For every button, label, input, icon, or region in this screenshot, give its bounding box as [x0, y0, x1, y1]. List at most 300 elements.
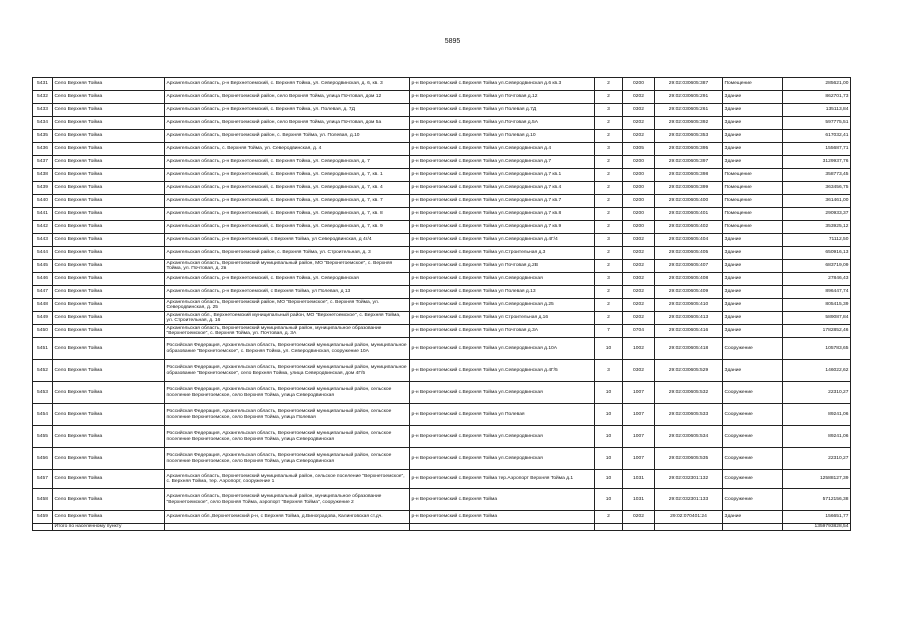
cadastral-number-cell: 29:02:030605:397	[655, 156, 723, 169]
row-number: 5435	[33, 130, 53, 143]
short-address-cell: р-н Верхнетоемский с.Верхняя Тойма ул.Северодвинская д.25	[410, 299, 595, 312]
object-type-cell: Здание	[723, 325, 783, 338]
value-cell: 5712156,38	[783, 489, 851, 511]
group-cell: 2	[595, 182, 623, 195]
group-cell: 3	[595, 360, 623, 382]
row-number: 5440	[33, 195, 53, 208]
table-row	[33, 273, 851, 286]
object-type-cell: Сооружение	[723, 448, 783, 470]
object-type-cell: Здание	[723, 91, 783, 104]
total-empty-cell	[623, 524, 655, 531]
value-cell: 1782852,46	[783, 325, 851, 338]
settlement-cell: Село Верхняя Тойма	[53, 299, 165, 312]
object-type-cell: Здание	[723, 360, 783, 382]
code-cell: 0200	[623, 221, 655, 234]
row-number: 5442	[33, 221, 53, 234]
short-address-cell: р-н Верхнетоемский с.Верхняя Тойма ул.Северодвинская д.4Г/4	[410, 234, 595, 247]
row-number: 5453	[33, 382, 53, 404]
short-address-cell: р-н Верхнетоемский с.Верхняя Тойма ул.Северодвинская	[410, 273, 595, 286]
cadastral-number-cell: 29:02:030605:261	[655, 104, 723, 117]
row-number: 5436	[33, 143, 53, 156]
code-cell: 0202	[623, 511, 655, 524]
cadastral-number-cell: 29:02:030605:533	[655, 404, 723, 426]
table-row	[33, 78, 851, 91]
short-address-cell: р-н Верхнетоемский с.Верхняя Тойма ул Полевая	[410, 404, 595, 426]
code-cell: 0200	[623, 169, 655, 182]
settlement-cell: Село Верхняя Тойма	[53, 260, 165, 273]
settlement-cell: Село Верхняя Тойма	[53, 448, 165, 470]
address-cell: Архангельская область, Верхнетоемский муниципальный район, муниципальное образование "Верхнетоемское", с. Верхняя Тойма, ул. Почтовая, д. 3А	[165, 325, 410, 338]
settlement-cell: Село Верхняя Тойма	[53, 156, 165, 169]
value-cell: 683719,09	[783, 260, 851, 273]
group-cell: 10	[595, 338, 623, 360]
table-row	[33, 404, 851, 426]
code-cell: 0200	[623, 208, 655, 221]
value-cell: 617032,41	[783, 130, 851, 143]
object-type-cell: Сооружение	[723, 382, 783, 404]
settlement-cell: Село Верхняя Тойма	[53, 382, 165, 404]
object-type-cell: Помещение	[723, 221, 783, 234]
table-row	[33, 130, 851, 143]
row-number: 5437	[33, 156, 53, 169]
code-cell: 0302	[623, 273, 655, 286]
value-cell: 896447,74	[783, 286, 851, 299]
address-cell: Архангельская область, р-н Верхнетоемский, с. Верхняя Тойма, ул. Северодвинская, д. 7, кв. 1	[165, 169, 410, 182]
cadastral-number-cell: 29:02:030605:398	[655, 169, 723, 182]
table-row	[33, 325, 851, 338]
cadastral-number-cell: 29:02:030605:410	[655, 299, 723, 312]
settlement-cell: Село Верхняя Тойма	[53, 426, 165, 448]
address-cell: Архангельская обл., Верхнетоемский муниципальный район, МО "Верхнетоемское", с. Верхняя Тойма, ул. Строительная, д. 16	[165, 312, 410, 325]
total-empty-cell	[410, 524, 595, 531]
code-cell: 0202	[623, 260, 655, 273]
row-number: 5444	[33, 247, 53, 260]
cadastral-number-cell: 29:02:030605:416	[655, 325, 723, 338]
table-row	[33, 156, 851, 169]
value-cell: 12588127,39	[783, 470, 851, 489]
object-type-cell: Здание	[723, 312, 783, 325]
row-number: 5433	[33, 104, 53, 117]
cadastral-number-cell: 29:02:030605:401	[655, 208, 723, 221]
short-address-cell: р-н Верхнетоемский с.Верхняя Тойма ул Полевая д.7Д	[410, 104, 595, 117]
short-address-cell: р-н Верхнетоемский с.Верхняя Тойма ул Строительная д.16	[410, 312, 595, 325]
group-cell: 3	[595, 104, 623, 117]
cadastral-number-cell: 29:02:030605:413	[655, 312, 723, 325]
short-address-cell: р-н Верхнетоемский с.Верхняя Тойма	[410, 489, 595, 511]
page-number: 5895	[444, 38, 461, 45]
total-empty-cell	[165, 524, 410, 531]
object-type-cell: Здание	[723, 143, 783, 156]
cadastral-number-cell: 29:02:030605:535	[655, 448, 723, 470]
value-cell: 105783,65	[783, 338, 851, 360]
object-type-cell: Сооружение	[723, 338, 783, 360]
cadastral-number-cell: 29:02:070401:24	[655, 511, 723, 524]
value-cell: 156651,77	[783, 511, 851, 524]
group-cell: 2	[595, 169, 623, 182]
address-cell: Архангельская область, р-н Верхнетоемский, с. Верхняя Тойма, ул. Северодвинская, д. 7	[165, 156, 410, 169]
settlement-cell: Село Верхняя Тойма	[53, 286, 165, 299]
cadastral-number-cell: 29:02:032301:133	[655, 489, 723, 511]
address-cell: Архангельская область, Верхнетоемский муниципальный район, сельское поселение "Верхнетоемское", с. Верхняя Тойма, тер. Аэропорт, сооружение 1	[165, 470, 410, 489]
code-cell: 1007	[623, 404, 655, 426]
cadastral-number-cell: 29:02:030605:392	[655, 117, 723, 130]
table-row	[33, 234, 851, 247]
short-address-cell: р-н Верхнетоемский с.Верхняя Тойма	[410, 511, 595, 524]
short-address-cell: р-н Верхнетоемский с.Верхняя Тойма ул.Северодвинская	[410, 448, 595, 470]
settlement-cell: Село Верхняя Тойма	[53, 470, 165, 489]
code-cell: 1031	[623, 470, 655, 489]
cadastral-number-cell: 29:02:030605:402	[655, 221, 723, 234]
total-label: Итого по населенному пункту	[53, 524, 165, 531]
value-cell: 285621,00	[783, 78, 851, 91]
row-number: 5457	[33, 470, 53, 489]
table-row	[33, 360, 851, 382]
table-row	[33, 426, 851, 448]
code-cell: 1007	[623, 426, 655, 448]
table-row	[33, 208, 851, 221]
code-cell: 0202	[623, 130, 655, 143]
object-type-cell: Помещение	[723, 169, 783, 182]
short-address-cell: р-н Верхнетоемский с.Верхняя Тойма ул Почтовая д.3А	[410, 325, 595, 338]
row-number: 5452	[33, 360, 53, 382]
address-cell: Архангельская область, р-н Верхнетоемский, с Верхняя Тойма, ул Полевая, д 13	[165, 286, 410, 299]
settlement-cell: Село Верхняя Тойма	[53, 117, 165, 130]
code-cell: 0302	[623, 104, 655, 117]
settlement-cell: Село Верхняя Тойма	[53, 169, 165, 182]
row-number: 5458	[33, 489, 53, 511]
cadastral-number-cell: 29:02:030605:534	[655, 426, 723, 448]
address-cell: Архангельская область, Верхнетоемский район, село Верхняя Тойма, улица Почтовая, дом 12	[165, 91, 410, 104]
group-cell: 2	[595, 130, 623, 143]
code-cell: 0704	[623, 325, 655, 338]
group-cell: 2	[595, 511, 623, 524]
short-address-cell: р-н Верхнетоемский с.Верхняя Тойма ул.Северодвинская д.7 кв.8	[410, 208, 595, 221]
object-type-cell: Здание	[723, 273, 783, 286]
table-row	[33, 247, 851, 260]
address-cell: Архангельская область, Верхнетоемский район, с. Верхняя Тойма, ул. Строительная, д. 3	[165, 247, 410, 260]
object-type-cell: Сооружение	[723, 426, 783, 448]
row-number: 5455	[33, 426, 53, 448]
group-cell: 2	[595, 117, 623, 130]
code-cell: 1007	[623, 382, 655, 404]
row-number: 5431	[33, 78, 53, 91]
object-type-cell: Здание	[723, 286, 783, 299]
cadastral-number-cell: 29:02:030605:405	[655, 247, 723, 260]
object-type-cell: Помещение	[723, 208, 783, 221]
group-cell: 10	[595, 404, 623, 426]
total-empty-cell	[595, 524, 623, 531]
value-cell: 89241,06	[783, 404, 851, 426]
row-number: 5449	[33, 312, 53, 325]
address-cell: Архангельская область, р-н Верхнетоемский, с. Верхняя Тойма, ул. Северодвинская, д. 6, кв. 3	[165, 78, 410, 91]
code-cell: 0200	[623, 195, 655, 208]
address-cell: Российская Федерация, Архангельская область, Верхнетоемский муниципальный район, муниципальное образование "Верхнетоемское", с. Верхняя Тойма, ул. Северодвинская, сооружение 10А	[165, 338, 410, 360]
short-address-cell: р-н Верхнетоемский с.Верхняя Тойма ул Полевая д.10	[410, 130, 595, 143]
value-cell: 89241,06	[783, 426, 851, 448]
total-value: 1359793828,54	[783, 524, 851, 531]
short-address-cell: р-н Верхнетоемский с.Верхняя Тойма ул.Северодвинская д.7 кв.1	[410, 169, 595, 182]
settlement-cell: Село Верхняя Тойма	[53, 511, 165, 524]
value-cell: 22310,27	[783, 448, 851, 470]
value-cell: 361461,00	[783, 195, 851, 208]
group-cell: 10	[595, 470, 623, 489]
group-cell: 10	[595, 426, 623, 448]
address-cell: Российская Федерация, Архангельская область, Верхнетоемский муниципальный район, сельское поселение Верхнетоемское, село Верхняя Тойма, улица Северодвинская	[165, 426, 410, 448]
short-address-cell: р-н Верхнетоемский с.Верхняя Тойма ул.Северодвинская д.4	[410, 143, 595, 156]
group-cell: 2	[595, 208, 623, 221]
address-cell: Архангельская область, Верхнетоемский район, с. Верхняя Тойма, ул. Полевая, д.10	[165, 130, 410, 143]
table-row	[33, 143, 851, 156]
row-number: 5434	[33, 117, 53, 130]
group-cell: 3	[595, 143, 623, 156]
row-number: 5439	[33, 182, 53, 195]
object-type-cell: Сооружение	[723, 404, 783, 426]
value-cell: 862701,73	[783, 91, 851, 104]
cadastral-number-cell: 29:02:030605:418	[655, 338, 723, 360]
short-address-cell: р-н Верхнетоемский с.Верхняя Тойма ул.Северодвинская д.10А	[410, 338, 595, 360]
value-cell: 597775,51	[783, 117, 851, 130]
object-type-cell: Здание	[723, 260, 783, 273]
table-row	[33, 286, 851, 299]
address-cell: Российская Федерация, Архангельская область, Верхнетоемский муниципальный район, сельское поселение Верхнетоемское, село Верхняя Тойма, улица Северодвинская	[165, 382, 410, 404]
settlement-cell: Село Верхняя Тойма	[53, 104, 165, 117]
group-cell: 2	[595, 78, 623, 91]
row-number: 5446	[33, 273, 53, 286]
cadastral-number-cell: 29:02:030605:387	[655, 78, 723, 91]
group-cell: 2	[595, 260, 623, 273]
table-row	[33, 169, 851, 182]
cadastral-number-cell: 29:02:030605:532	[655, 382, 723, 404]
code-cell: 0202	[623, 91, 655, 104]
settlement-cell: Село Верхняя Тойма	[53, 221, 165, 234]
cadastral-number-cell: 29:02:030605:408	[655, 273, 723, 286]
value-cell: 71112,50	[783, 234, 851, 247]
row-number: 5448	[33, 299, 53, 312]
code-cell: 0305	[623, 143, 655, 156]
table-row	[33, 117, 851, 130]
code-cell: 0202	[623, 247, 655, 260]
address-cell: Архангельская область, р-н Верхнетоемский, с. Верхняя Тойма, ул. Северодвинская, д. 7, кв. 9	[165, 221, 410, 234]
object-type-cell: Здание	[723, 117, 783, 130]
cadastral-number-cell: 29:02:030605:404	[655, 234, 723, 247]
table-row	[33, 338, 851, 360]
group-cell: 10	[595, 382, 623, 404]
short-address-cell: р-н Верхнетоемский с.Верхняя Тойма ул.Северодвинская д.4Г/5	[410, 360, 595, 382]
cadastral-number-cell: 29:02:032301:132	[655, 470, 723, 489]
total-empty-cell	[33, 524, 53, 531]
cadastral-number-cell: 29:02:030605:409	[655, 286, 723, 299]
table-row	[33, 260, 851, 273]
row-number: 5441	[33, 208, 53, 221]
short-address-cell: р-н Верхнетоемский с.Верхняя Тойма тер.Аэропорт Верхняя Тойма д.1	[410, 470, 595, 489]
short-address-cell: р-н Верхнетоемский с.Верхняя Тойма ул.Северодвинская д.7 кв.4	[410, 182, 595, 195]
table-row	[33, 382, 851, 404]
short-address-cell: р-н Верхнетоемский с.Верхняя Тойма ул.Строительная д.3	[410, 247, 595, 260]
row-number: 5443	[33, 234, 53, 247]
short-address-cell: р-н Верхнетоемский с.Верхняя Тойма ул.Северодвинская д.7	[410, 156, 595, 169]
address-cell: Российская Федерация, Архангельская область, Верхнетоемский муниципальный район, муниципальное образование "Верхнетоемское", село Верхняя Тойма, улица Северодвинская, дом 4Г/5	[165, 360, 410, 382]
table-row	[33, 91, 851, 104]
code-cell: 0302	[623, 234, 655, 247]
code-cell: 1002	[623, 338, 655, 360]
address-cell: Архангельская область, Верхнетоемский муниципальный район, МО "Верхнетоемское", с. Верхняя Тойма, ул. Почтовая, д. 2в	[165, 260, 410, 273]
total-empty-cell	[723, 524, 783, 531]
cadastral-number-cell: 29:02:030605:407	[655, 260, 723, 273]
settlement-cell: Село Верхняя Тойма	[53, 247, 165, 260]
address-cell: Архангельская область, Верхнетоемский муниципальный район, муниципальное образование "Верхнетоемское", село Верхняя Тойма, аэропорт "Верхняя Тойма", сооружение 2	[165, 489, 410, 511]
code-cell: 1031	[623, 489, 655, 511]
value-cell: 135113,84	[783, 104, 851, 117]
row-number: 5456	[33, 448, 53, 470]
settlement-cell: Село Верхняя Тойма	[53, 325, 165, 338]
address-cell: Архангельская область, р-н Верхнетоемский, с. Верхняя Тойма, ул. Северодвинская, д. 7, кв. 4	[165, 182, 410, 195]
code-cell: 0200	[623, 182, 655, 195]
short-address-cell: р-н Верхнетоемский с.Верхняя Тойма ул.Северодвинская	[410, 426, 595, 448]
settlement-cell: Село Верхняя Тойма	[53, 312, 165, 325]
settlement-cell: Село Верхняя Тойма	[53, 489, 165, 511]
code-cell: 0202	[623, 286, 655, 299]
table-row	[33, 195, 851, 208]
table-row	[33, 448, 851, 470]
group-cell: 3	[595, 234, 623, 247]
table-row	[33, 299, 851, 312]
address-cell: Российская Федерация, Архангельская область, Верхнетоемский муниципальный район, сельское поселение Верхнетоемское, село Верхняя Тойма, улица Северодвинская	[165, 448, 410, 470]
cadastral-number-cell: 29:02:030605:399	[655, 182, 723, 195]
address-cell: Архангельская область, с. Верхняя Тойма, ул. Северодвинская, д. 4	[165, 143, 410, 156]
settlement-cell: Село Верхняя Тойма	[53, 130, 165, 143]
address-cell: Архангельская область, р-н Верхнетоемский, с Верхняя Тойма, ул Северодвинская, д 4г/4	[165, 234, 410, 247]
address-cell: Архангельская область, Верхнетоемский район, село Верхняя Тойма, улица Почтовая, дом 5а	[165, 117, 410, 130]
short-address-cell: р-н Верхнетоемский с.Верхняя Тойма ул Почтовая д.2В	[410, 260, 595, 273]
group-cell: 10	[595, 448, 623, 470]
group-cell: 2	[595, 156, 623, 169]
value-cell: 358773,45	[783, 169, 851, 182]
settlement-cell: Село Верхняя Тойма	[53, 338, 165, 360]
total-row	[33, 524, 851, 531]
cadastral-number-cell: 29:02:030605:395	[655, 143, 723, 156]
row-number: 5450	[33, 325, 53, 338]
settlement-cell: Село Верхняя Тойма	[53, 143, 165, 156]
group-cell: 7	[595, 325, 623, 338]
total-empty-cell	[655, 524, 723, 531]
table-row	[33, 470, 851, 489]
group-cell: 2	[595, 221, 623, 234]
table-row	[33, 221, 851, 234]
object-type-cell: Помещение	[723, 195, 783, 208]
row-number: 5445	[33, 260, 53, 273]
group-cell: 2	[595, 299, 623, 312]
group-cell: 2	[595, 312, 623, 325]
row-number: 5454	[33, 404, 53, 426]
table-row	[33, 312, 851, 325]
short-address-cell: р-н Верхнетоемский с.Верхняя Тойма ул.Северодвинская	[410, 382, 595, 404]
value-cell: 3129937,76	[783, 156, 851, 169]
code-cell: 0200	[623, 78, 655, 91]
value-cell: 290933,37	[783, 208, 851, 221]
value-cell: 146022,62	[783, 360, 851, 382]
group-cell: 2	[595, 247, 623, 260]
table-row	[33, 182, 851, 195]
object-type-cell: Здание	[723, 104, 783, 117]
address-cell: Российская Федерация, Архангельская область, Верхнетоемский муниципальный район, сельское поселение Верхнетоемское, село Верхняя Тойма, улица Полевая	[165, 404, 410, 426]
code-cell: 0200	[623, 156, 655, 169]
value-cell: 805415,39	[783, 299, 851, 312]
code-cell: 1007	[623, 448, 655, 470]
settlement-cell: Село Верхняя Тойма	[53, 273, 165, 286]
address-cell: Архангельская область, р-н Верхнетоемский, с. Верхняя Тойма, ул. Северодвинская, д. 7, кв. 7	[165, 195, 410, 208]
group-cell: 2	[595, 195, 623, 208]
object-type-cell: Здание	[723, 247, 783, 260]
row-number: 5459	[33, 511, 53, 524]
object-type-cell: Сооружение	[723, 470, 783, 489]
value-cell: 155687,71	[783, 143, 851, 156]
group-cell: 2	[595, 286, 623, 299]
table-row	[33, 511, 851, 524]
address-cell: Архангельская область, р-н Верхнетоемский, с. Верхняя Тойма, ул. Полевая, д. 7Д	[165, 104, 410, 117]
short-address-cell: р-н Верхнетоемский с.Верхняя Тойма ул Полевая д.13	[410, 286, 595, 299]
row-number: 5451	[33, 338, 53, 360]
value-cell: 353925,12	[783, 221, 851, 234]
group-cell: 3	[595, 273, 623, 286]
object-type-cell: Помещение	[723, 78, 783, 91]
short-address-cell: р-н Верхнетоемский с.Верхняя Тойма ул Почтовая д.12	[410, 91, 595, 104]
value-cell: 22310,27	[783, 382, 851, 404]
group-cell: 10	[595, 489, 623, 511]
value-cell: 589087,84	[783, 312, 851, 325]
code-cell: 0302	[623, 360, 655, 382]
settlement-cell: Село Верхняя Тойма	[53, 78, 165, 91]
table-row	[33, 104, 851, 117]
row-number: 5447	[33, 286, 53, 299]
object-type-cell: Здание	[723, 156, 783, 169]
settlement-cell: Село Верхняя Тойма	[53, 91, 165, 104]
row-number: 5432	[33, 91, 53, 104]
short-address-cell: р-н Верхнетоемский с.Верхняя Тойма ул.Почтовая д.5А	[410, 117, 595, 130]
settlement-cell: Село Верхняя Тойма	[53, 182, 165, 195]
settlement-cell: Село Верхняя Тойма	[53, 234, 165, 247]
object-type-cell: Здание	[723, 130, 783, 143]
object-type-cell: Здание	[723, 234, 783, 247]
row-number: 5438	[33, 169, 53, 182]
cadastral-number-cell: 29:02:030605:400	[655, 195, 723, 208]
registry-table	[32, 77, 851, 531]
object-type-cell: Сооружение	[723, 489, 783, 511]
settlement-cell: Село Верхняя Тойма	[53, 208, 165, 221]
short-address-cell: р-н Верхнетоемский с.Верхняя Тойма ул.Северодвинская д.7 кв.7	[410, 195, 595, 208]
code-cell: 0202	[623, 299, 655, 312]
short-address-cell: р-н Верхнетоемский с.Верхняя Тойма ул.Северодвинская д.6 кв.3	[410, 78, 595, 91]
address-cell: Архангельская область, р-н Верхнетоемский, с. Верхняя Тойма, ул. Северодвинская, д. 7, кв. 8	[165, 208, 410, 221]
cadastral-number-cell: 29:02:030605:353	[655, 130, 723, 143]
cadastral-number-cell: 29:02:030605:529	[655, 360, 723, 382]
group-cell: 2	[595, 91, 623, 104]
settlement-cell: Село Верхняя Тойма	[53, 404, 165, 426]
table-row	[33, 489, 851, 511]
value-cell: 363456,75	[783, 182, 851, 195]
value-cell: 27846,43	[783, 273, 851, 286]
short-address-cell: р-н Верхнетоемский с.Верхняя Тойма ул.Северодвинская д.7 кв.9	[410, 221, 595, 234]
address-cell: Архангельская обл.,Верхнетоемский р-н, с Верхняя Тойма, д.Виноградова, Калинговская ст.дч.	[165, 511, 410, 524]
settlement-cell: Село Верхняя Тойма	[53, 360, 165, 382]
value-cell: 650916,13	[783, 247, 851, 260]
code-cell: 0202	[623, 312, 655, 325]
settlement-cell: Село Верхняя Тойма	[53, 195, 165, 208]
address-cell: Архангельская область, р-н Верхнетоемский, с. Верхняя Тойма, ул. Северодвинская	[165, 273, 410, 286]
object-type-cell: Помещение	[723, 182, 783, 195]
object-type-cell: Здание	[723, 299, 783, 312]
object-type-cell: Здание	[723, 511, 783, 524]
code-cell: 0202	[623, 117, 655, 130]
